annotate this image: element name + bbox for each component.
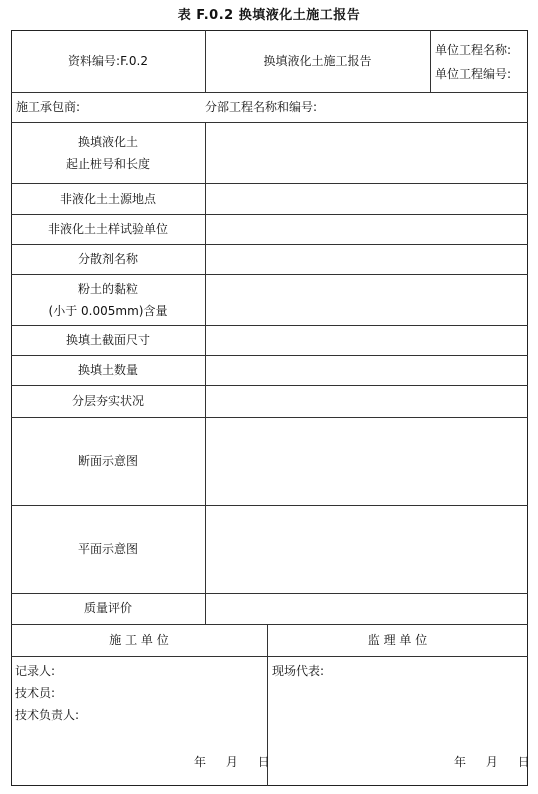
row-label-test-unit: 非液化土土样试验单位 xyxy=(47,222,168,236)
day-label: 日 xyxy=(257,755,270,769)
row-label-plan-sketch: 平面示意图 xyxy=(77,542,138,556)
row-label-section-sketch: 断面示意图 xyxy=(77,454,138,468)
row-divider xyxy=(11,656,528,657)
row-divider xyxy=(11,214,528,215)
row-divider xyxy=(11,417,528,418)
row-label-chainage: 换填液化土 xyxy=(77,135,138,149)
unit-project-number-label: 单位工程编号: xyxy=(435,67,512,81)
row-divider xyxy=(11,183,528,184)
report-name: 换填液化土施工报告 xyxy=(263,54,372,68)
year-label: 年 xyxy=(194,755,207,769)
row-divider xyxy=(11,274,528,275)
row-divider xyxy=(11,593,528,594)
contractor-label: 施工承包商: xyxy=(16,100,81,114)
unit-project-name-label: 单位工程名称: xyxy=(435,43,512,57)
row-divider xyxy=(11,505,528,506)
row-label-soil-source: 非液化土土源地点 xyxy=(59,192,156,206)
row-divider xyxy=(11,325,528,326)
recorder-label: 记录人: xyxy=(15,664,56,678)
row-label-section-size: 换填土截面尺寸 xyxy=(65,333,150,347)
row-divider xyxy=(11,355,528,356)
technician-label: 技术员: xyxy=(15,686,56,700)
row-divider xyxy=(11,244,528,245)
row-divider xyxy=(11,385,528,386)
month-label: 月 xyxy=(485,755,498,769)
table-title: 表 F.0.2 换填液化土施工报告 xyxy=(177,8,361,23)
site-representative-label: 现场代表: xyxy=(272,664,325,678)
row-label-dispersant: 分散剂名称 xyxy=(77,252,138,266)
row-divider xyxy=(11,624,528,625)
doc-number: 资料编号:F.0.2 xyxy=(68,54,148,68)
row-label-compaction: 分层夯实状况 xyxy=(71,394,144,408)
year-label: 年 xyxy=(454,755,467,769)
row-divider xyxy=(11,122,528,123)
construction-unit-heading: 施 工 单 位 xyxy=(109,633,169,647)
tech-lead-label: 技术负责人: xyxy=(15,708,80,722)
row-label-quality: 质量评价 xyxy=(83,601,132,615)
col-divider xyxy=(205,122,206,624)
construction-date xyxy=(178,754,270,770)
row-label-fill-quantity: 换填土数量 xyxy=(77,363,138,377)
supervision-date xyxy=(438,754,530,770)
row-label-chainage-2: 起止桩号和长度 xyxy=(65,157,150,171)
sub-project-label: 分部工程名称和编号: xyxy=(205,100,318,114)
row-label-clay-content: 粉土的黏粒 xyxy=(77,282,138,296)
supervision-unit-heading: 监 理 单 位 xyxy=(367,633,428,647)
month-label: 月 xyxy=(225,755,238,769)
day-label: 日 xyxy=(517,755,530,769)
row-divider xyxy=(11,92,528,93)
col-divider xyxy=(430,30,431,92)
row-label-clay-content-2: (小于 0.005mm)含量 xyxy=(48,304,168,318)
